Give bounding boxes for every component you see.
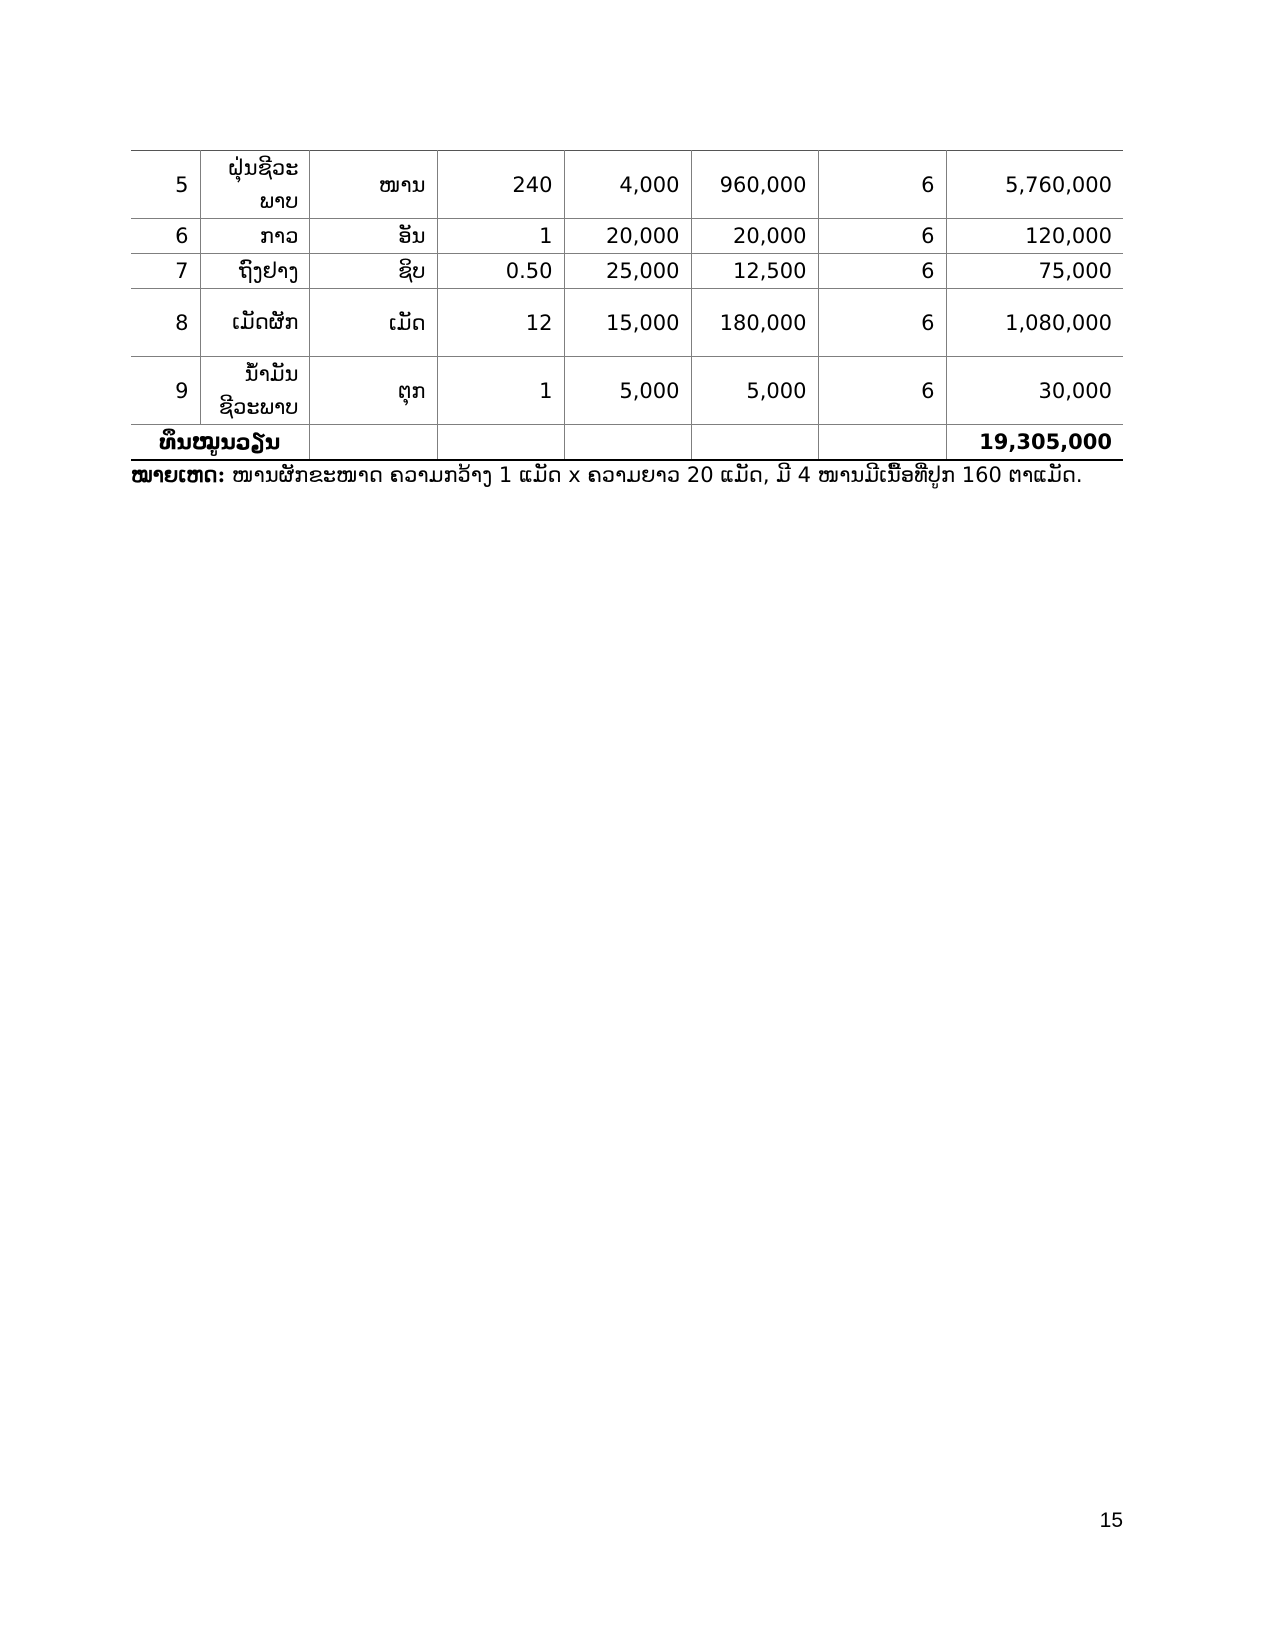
page-number: 15 [1099,1509,1123,1532]
row-number: 8 [131,289,200,357]
table-note [131,458,1131,492]
note-label: ໝາຍເຫດ: [131,462,226,487]
unit-price: 20,000 [564,219,691,254]
row-total: 120,000 [946,219,1123,254]
grand-total-row [131,425,1123,461]
row-number: 5 [131,151,200,219]
item-name: ເມັດຜັກ [200,289,309,357]
unit: ຕຸກ [309,357,437,425]
quantity: 1 [437,357,564,425]
unit-price: 15,000 [564,289,691,357]
times: 6 [818,219,946,254]
quantity: 1 [437,219,564,254]
times: 6 [818,289,946,357]
cost-table [131,150,1123,461]
quantity: 0.50 [437,254,564,289]
empty-cell [437,425,564,461]
row-number: 9 [131,357,200,425]
quantity: 240 [437,151,564,219]
subtotal: 20,000 [691,219,818,254]
empty-cell [691,425,818,461]
row-number: 7 [131,254,200,289]
unit: ເມັດ [309,289,437,357]
table-row [131,254,1123,289]
empty-cell [818,425,946,461]
empty-cell [309,425,437,461]
table-row [131,219,1123,254]
note-text: ໜານຜັກຂະໜາດ ຄວາມກວ້າງ 1 ແມັດ x ຄວາມຍາວ 20 ແມັດ, ມີ 4 ໜານມີເນື້ອທີ່ປູກ 160 ຕາແມັດ. [225,463,1083,487]
item-name: ຝຸ່ນຊີວະພາບ [200,151,309,219]
subtotal: 180,000 [691,289,818,357]
unit-price: 5,000 [564,357,691,425]
row-total: 30,000 [946,357,1123,425]
grand-total-label: ທຶນໝູນວຽນ [131,425,309,461]
table-row [131,151,1123,219]
unit: ໜານ [309,151,437,219]
grand-total-value: 19,305,000 [946,425,1123,461]
item-name: ກາວ [200,219,309,254]
times: 6 [818,254,946,289]
subtotal: 5,000 [691,357,818,425]
row-total: 75,000 [946,254,1123,289]
row-total: 1,080,000 [946,289,1123,357]
row-number: 6 [131,219,200,254]
table-row [131,289,1123,357]
subtotal: 960,000 [691,151,818,219]
quantity: 12 [437,289,564,357]
item-name: ຖົງຢາງ [200,254,309,289]
subtotal: 12,500 [691,254,818,289]
item-name: ນ້ຳມັນຊີວະພາບ [200,357,309,425]
row-total: 5,760,000 [946,151,1123,219]
times: 6 [818,151,946,219]
table-row [131,357,1123,425]
unit: ຊິບ [309,254,437,289]
unit-price: 25,000 [564,254,691,289]
empty-cell [564,425,691,461]
times: 6 [818,357,946,425]
unit-price: 4,000 [564,151,691,219]
unit: ອັນ [309,219,437,254]
